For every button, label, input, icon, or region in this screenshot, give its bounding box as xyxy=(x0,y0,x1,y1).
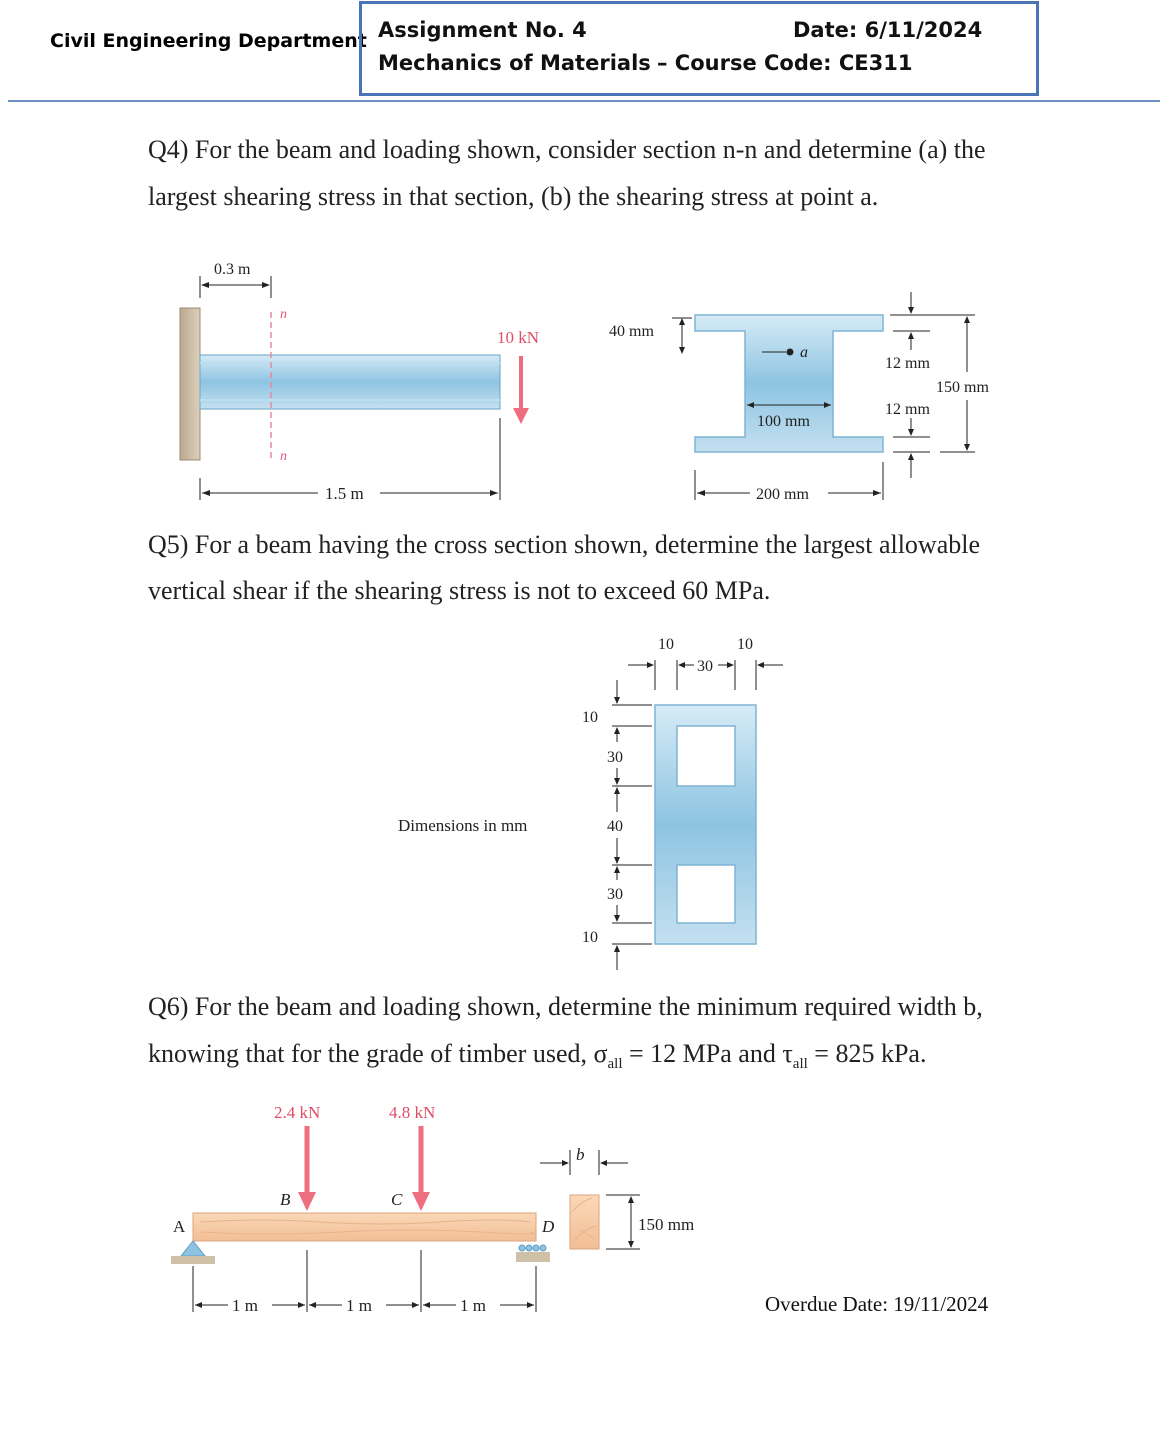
q4-text-line1: Q4) For the beam and loading shown, consider section n-n and determine (a) the xyxy=(148,135,986,164)
q6-text-line2: knowing that for the grade of timber used, $\sigma_{all} = 12$ MPa and $\tau_{all} = 825$ kPa. xyxy=(148,1039,927,1073)
timber-cross-section xyxy=(570,1195,599,1249)
overdue-date: Overdue Date: 19/11/2024 xyxy=(765,1292,989,1316)
point-b-label: B xyxy=(280,1190,291,1209)
department-label: Civil Engineering Department xyxy=(50,30,367,52)
load-label-10kn: 10 kN xyxy=(497,328,540,347)
pin-support-a xyxy=(181,1241,205,1256)
roller-support-d xyxy=(516,1252,550,1262)
point-c-label: C xyxy=(391,1190,403,1209)
dim-40mm: 40 mm xyxy=(609,323,654,340)
dim-100mm: 100 mm xyxy=(757,413,810,430)
point-a-label: A xyxy=(173,1217,186,1236)
dim-h10-bottom: 10 xyxy=(582,929,598,946)
course-name: Mechanics of Materials xyxy=(378,51,651,75)
dim-150mm: 150 mm xyxy=(936,379,989,396)
dim-w10-right: 10 xyxy=(737,636,753,653)
width-b-label: b xyxy=(576,1145,585,1164)
dim-1-5m: 1.5 m xyxy=(325,484,364,503)
dim-12mm-top: 12 mm xyxy=(885,355,930,372)
load-label-b: 2.4 kN xyxy=(274,1103,321,1122)
span-bc: 1 m xyxy=(346,1296,372,1315)
dim-h40: 40 xyxy=(607,818,623,835)
span-cd: 1 m xyxy=(460,1296,486,1315)
dim-0-3m: 0.3 m xyxy=(214,261,251,278)
dim-150mm-height: 150 mm xyxy=(638,1215,695,1234)
point-a-label: a xyxy=(800,344,808,361)
dim-200mm: 200 mm xyxy=(756,486,809,503)
assignment-date: Date: 6/11/2024 xyxy=(793,18,983,42)
dim-12mm-bottom: 12 mm xyxy=(885,401,930,418)
dim-w10-left: 10 xyxy=(658,636,674,653)
dim-h30-top: 30 xyxy=(607,749,623,766)
q5-text-line2: vertical shear if the shearing stress is not to exceed 60 MPa. xyxy=(148,576,771,605)
load-label-c: 4.8 kN xyxy=(389,1103,436,1122)
q6-text-line1: Q6) For the beam and loading shown, determine the minimum required width b, xyxy=(148,992,983,1021)
dim-h10-top: 10 xyxy=(582,709,598,726)
dimensions-note: Dimensions in mm xyxy=(398,816,528,835)
course-code: – Course Code: CE311 xyxy=(657,51,913,75)
span-ab: 1 m xyxy=(232,1296,258,1315)
dim-h30-bottom: 30 xyxy=(607,886,623,903)
dim-w30: 30 xyxy=(697,658,713,675)
section-label-n-top: n xyxy=(280,307,287,322)
assignment-number: Assignment No. 4 xyxy=(378,18,587,42)
point-d-label: D xyxy=(542,1217,555,1236)
section-label-n-bottom: n xyxy=(280,449,287,464)
timber-beam xyxy=(193,1213,536,1241)
q5-text-line1: Q5) For a beam having the cross section shown, determine the largest allowable xyxy=(148,530,981,559)
q4-text-line2: largest shearing stress in that section, (b) the shearing stress at point a. xyxy=(148,182,879,211)
